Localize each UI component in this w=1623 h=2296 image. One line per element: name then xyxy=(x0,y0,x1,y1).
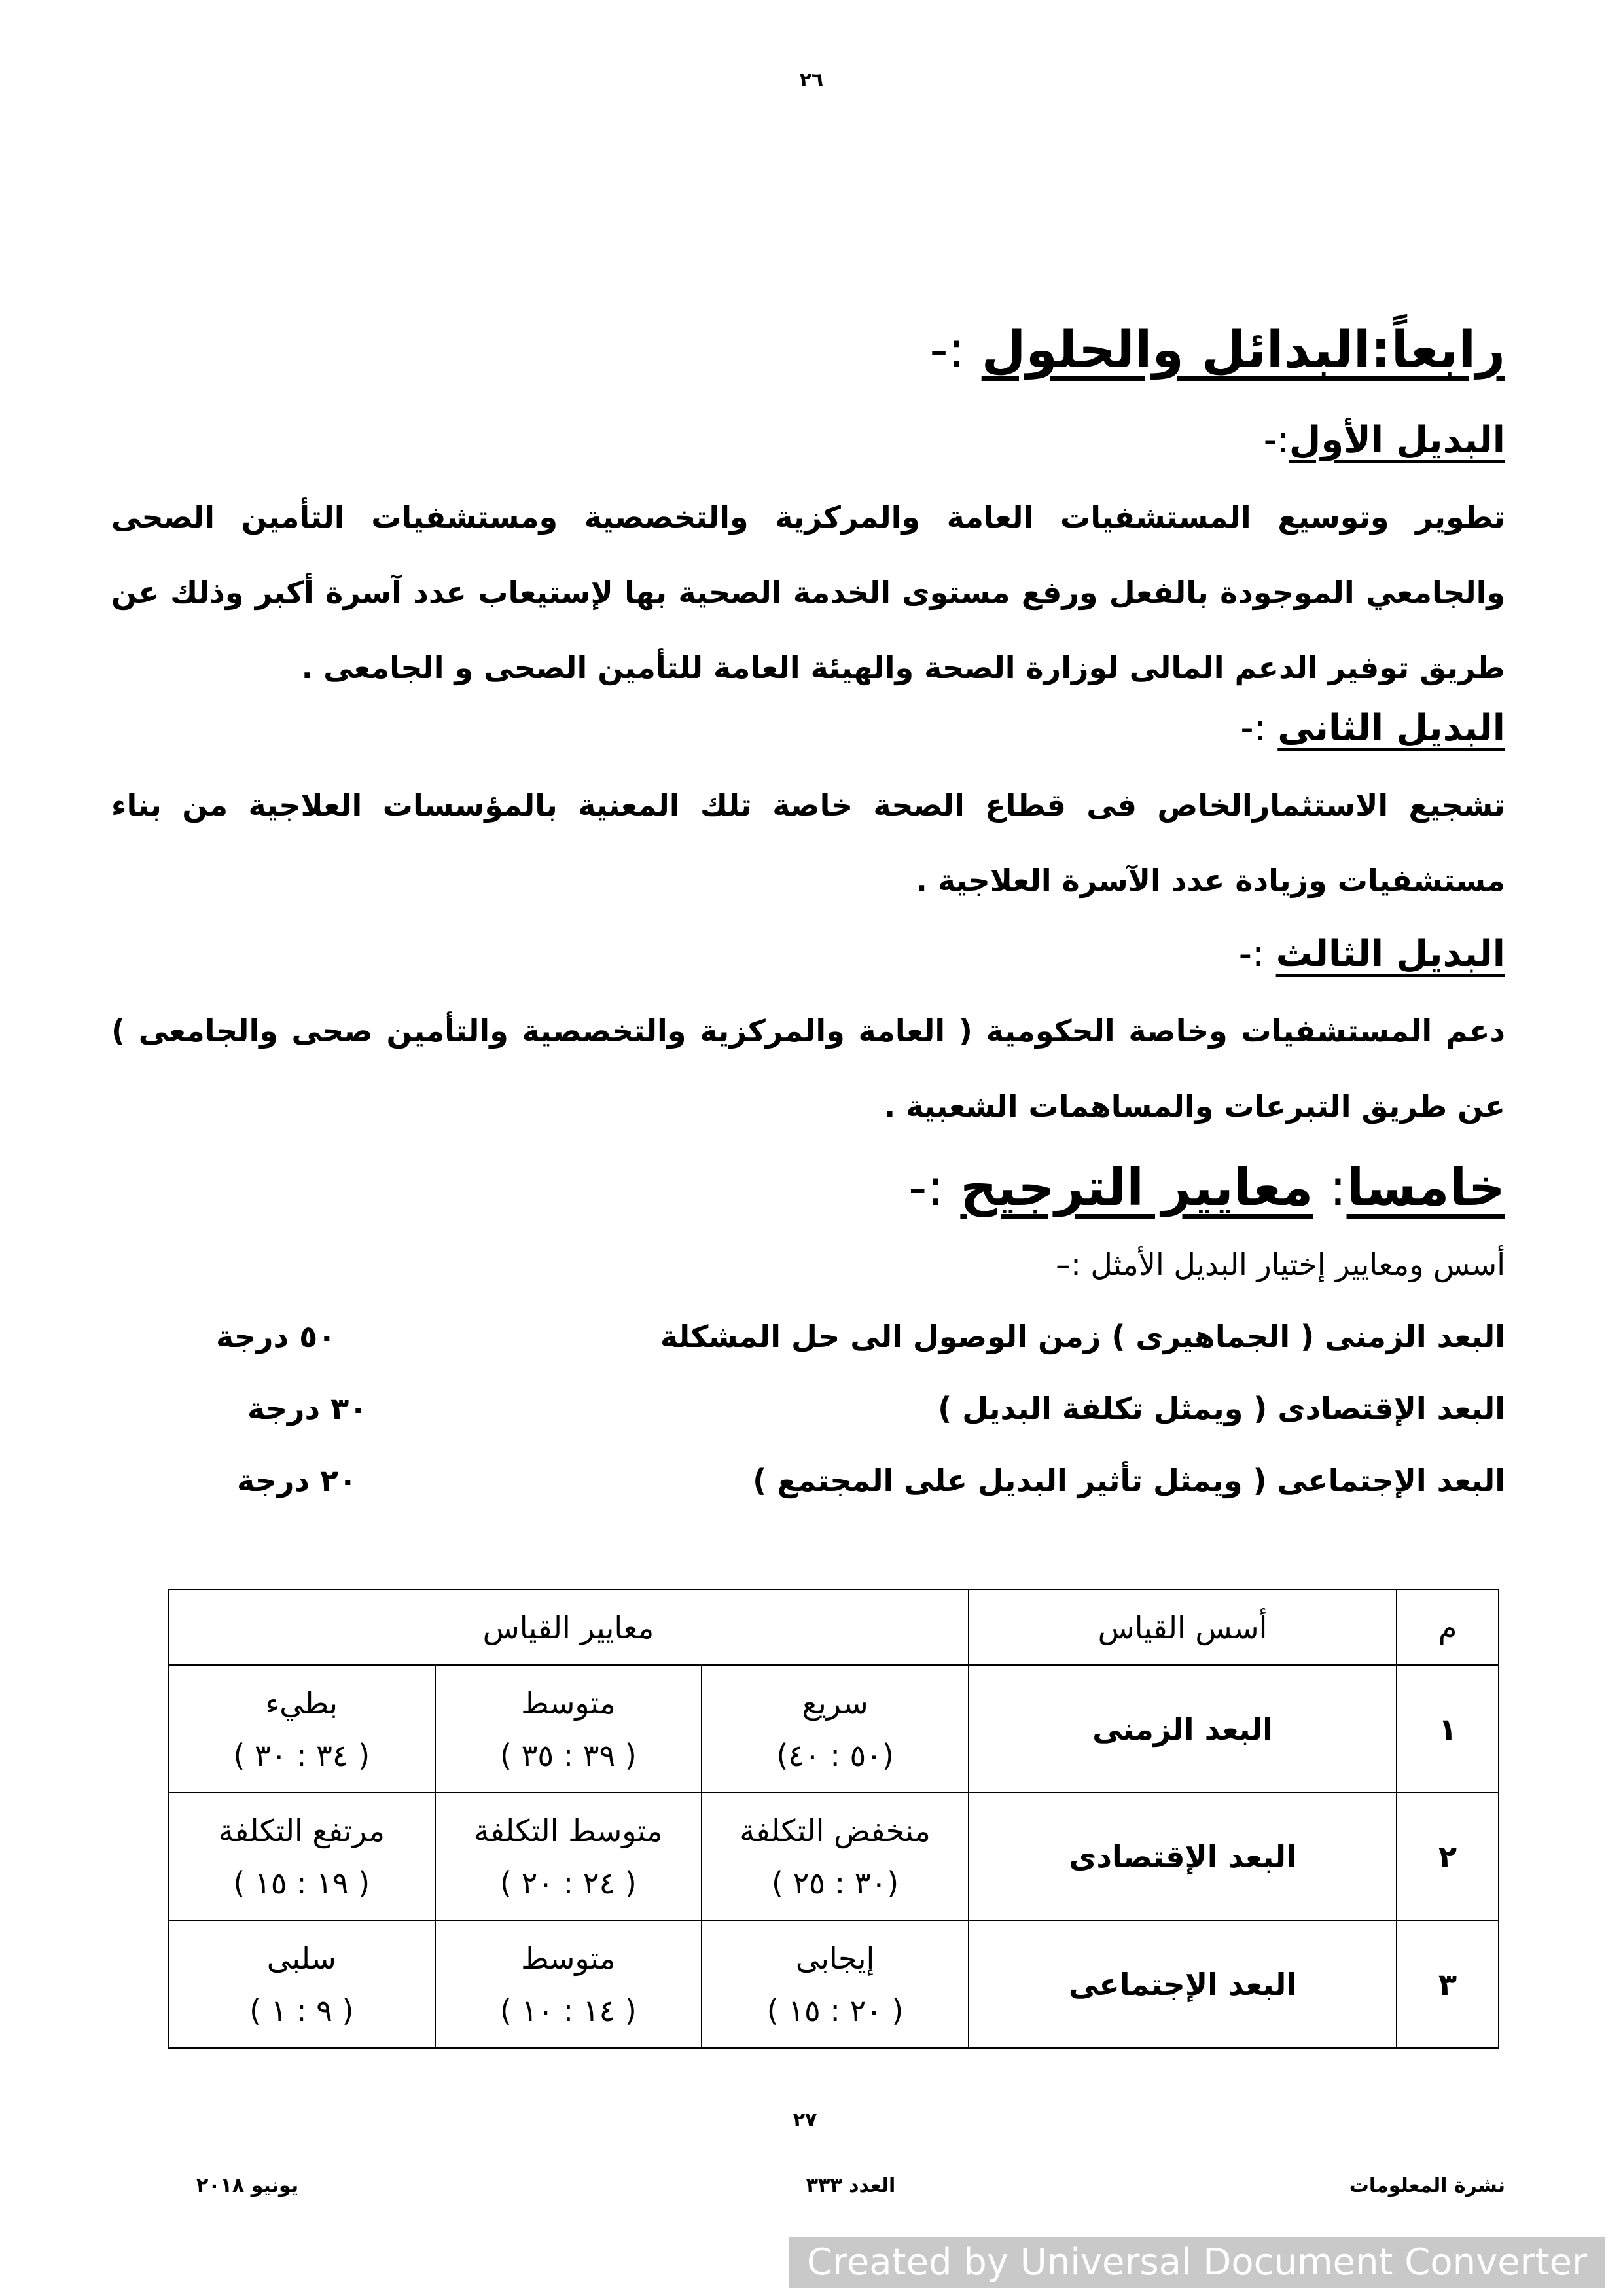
cell-label: سريع xyxy=(802,1685,868,1721)
criterion-weight-economic: ٣٠ درجة xyxy=(247,1391,368,1426)
cell-range: ( ١٩ : ١٥ ) xyxy=(233,1865,370,1901)
cell-range: ( ٣٩ : ٣٥ ) xyxy=(500,1737,637,1773)
cell-label: مرتفع التكلفة xyxy=(218,1812,385,1848)
cell-label: متوسط xyxy=(521,1685,616,1721)
section5-title-sep: : xyxy=(1313,1158,1347,1217)
criteria-cell xyxy=(435,1793,702,1920)
header-num: م xyxy=(1397,1590,1499,1665)
section5-title-prefix: خامسا xyxy=(1346,1158,1505,1217)
alt3-heading xyxy=(1239,933,1505,975)
cell-range: ( ١٤ : ١٠ ) xyxy=(500,1992,637,2028)
table-header-row xyxy=(168,1590,1499,1665)
section4-heading xyxy=(929,321,1505,380)
page-number-bottom: ٢٧ xyxy=(793,2109,817,2132)
cell-label: متوسط xyxy=(521,1940,616,1976)
section5-title-main: معايير الترجيح xyxy=(960,1158,1313,1217)
footer-issue: العدد ٣٣٣ xyxy=(806,2174,896,2197)
criteria-cell xyxy=(702,1920,969,2048)
alt1-paragraph: تطوير وتوسيع المستشفيات العامة والمركزية والتخصصية ومستشفيات التأمين الصحى والجامعي الموجودة بالفعل ورفع مستوى الخدمة الصحية بها لإستيعاب عدد آسرة أكبر وذلك عن طريق توفير الدعم المالى لوزارة الصحة والهيئة العامة للتأمين الصحى و الجامعى . xyxy=(111,499,1505,685)
row-num: ٢ xyxy=(1397,1793,1499,1920)
cell-label: إيجابى xyxy=(795,1940,875,1976)
cell-range: (٣٠ : ٢٥ ) xyxy=(772,1865,899,1901)
criterion-label-economic: البعد الإقتصادى ( ويمثل تكلفة البديل ) xyxy=(938,1391,1505,1426)
alt3-title: البديل الثالث xyxy=(1275,933,1505,975)
cell-range: (٥٠ : ٤٠) xyxy=(776,1737,894,1773)
criteria-cell xyxy=(702,1665,969,1793)
criterion-weight-social: ٢٠ درجة xyxy=(237,1463,357,1498)
page-number-top: ٢٦ xyxy=(799,69,824,92)
alt1-heading xyxy=(1264,419,1505,461)
criteria-cell xyxy=(168,1920,435,2048)
row-basis: البعد الزمنى xyxy=(969,1665,1397,1793)
section4-title: رابعاً:البدائل والحلول xyxy=(981,321,1505,380)
alt3-paragraph: دعم المستشفيات وخاصة الحكومية ( العامة والمركزية والتخصصية والتأمين صحى والجامعى ) عن طريق التبرعات والمساهمات الشعبية . xyxy=(111,1013,1505,1124)
measurement-table xyxy=(168,1589,1499,2049)
criteria-cell xyxy=(168,1793,435,1920)
criteria-intro: أسس ومعايير إختيار البديل الأمثل :– xyxy=(1056,1247,1505,1282)
footer-publication: نشرة المعلومات xyxy=(1349,2174,1505,2197)
row-basis: البعد الإجتماعى xyxy=(969,1920,1397,2048)
alt3-suffix: :- xyxy=(1238,933,1276,975)
cell-label: منخفض التكلفة xyxy=(740,1812,931,1848)
criteria-cell xyxy=(435,1665,702,1793)
cell-range: ( ٢٠ : ١٥ ) xyxy=(766,1992,904,2028)
alt2-suffix: :- xyxy=(1240,707,1278,749)
cell-label: متوسط التكلفة xyxy=(474,1812,663,1848)
converter-watermark: Created by Universal Document Converter xyxy=(789,2237,1605,2288)
cell-range: ( ٩ : ١ ) xyxy=(249,1992,354,2028)
header-criteria: معايير القياس xyxy=(168,1590,969,1665)
row-num: ١ xyxy=(1397,1665,1499,1793)
section4-suffix: :- xyxy=(929,321,982,380)
alt2-heading xyxy=(1240,707,1505,749)
alt2-title: البديل الثانى xyxy=(1277,707,1505,749)
footer-date: يونيو ٢٠١٨ xyxy=(196,2174,299,2197)
criteria-cell xyxy=(168,1665,435,1793)
cell-label: بطيء xyxy=(265,1685,338,1721)
cell-range: ( ٣٤ : ٣٠ ) xyxy=(233,1737,370,1773)
row-basis: البعد الإقتصادى xyxy=(969,1793,1397,1920)
section5-heading xyxy=(908,1158,1505,1217)
row-num: ٣ xyxy=(1397,1920,1499,2048)
alt1-suffix: :- xyxy=(1263,419,1289,461)
criteria-cell xyxy=(435,1920,702,2048)
criterion-label-time: البعد الزمنى ( الجماهيرى ) زمن الوصول الى حل المشكلة xyxy=(660,1319,1505,1354)
criterion-weight-time: ٥٠ درجة xyxy=(216,1319,336,1354)
alt2-paragraph: تشجيع الاستثمارالخاص فى قطاع الصحة خاصة تلك المعنية بالمؤسسات العلاجية من بناء مستشفيات وزيادة عدد الآسرة العلاجية . xyxy=(111,787,1505,898)
table-row xyxy=(168,1665,1499,1793)
alt1-title: البديل الأول xyxy=(1289,419,1505,461)
cell-label: سلبى xyxy=(266,1940,336,1976)
cell-range: ( ٢٤ : ٢٠ ) xyxy=(500,1865,637,1901)
criterion-label-social: البعد الإجتماعى ( ويمثل تأثير البديل على المجتمع ) xyxy=(753,1463,1505,1498)
section5-suffix: :- xyxy=(908,1158,961,1217)
criteria-cell xyxy=(702,1793,969,1920)
header-basis: أسس القياس xyxy=(969,1590,1397,1665)
table-row xyxy=(168,1793,1499,1920)
table-row xyxy=(168,1920,1499,2048)
